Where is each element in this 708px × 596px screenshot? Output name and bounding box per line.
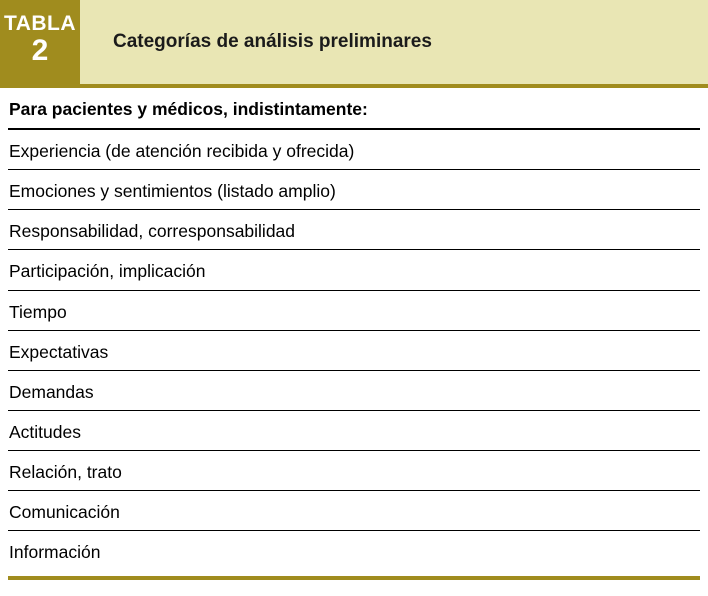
table-row: Responsabilidad, corresponsabilidad xyxy=(8,210,700,250)
table-row: Demandas xyxy=(8,371,700,411)
footer-divider-rule xyxy=(8,576,700,580)
table-row: Experiencia (de atención recibida y ofrecida) xyxy=(8,130,700,170)
table-row: Información xyxy=(9,542,101,563)
table-row: Participación, implicación xyxy=(8,250,700,290)
table-row: Tiempo xyxy=(8,291,700,331)
badge-number: 2 xyxy=(31,34,49,68)
table-row: Actitudes xyxy=(8,411,700,451)
table-row: Expectativas xyxy=(8,331,700,371)
table-body xyxy=(0,88,708,596)
table-title: Categorías de análisis preliminares xyxy=(113,30,432,52)
table-row: Emociones y sentimientos (listado amplio) xyxy=(8,170,700,210)
badge-label: TABLA xyxy=(3,12,77,36)
table-row: Comunicación xyxy=(8,491,700,531)
table-number-badge xyxy=(0,0,80,84)
table-title-container xyxy=(80,0,708,84)
table-subtitle: Para pacientes y médicos, indistintamente: xyxy=(8,88,700,130)
table-header xyxy=(0,0,708,84)
table-row: Relación, trato xyxy=(8,451,700,491)
